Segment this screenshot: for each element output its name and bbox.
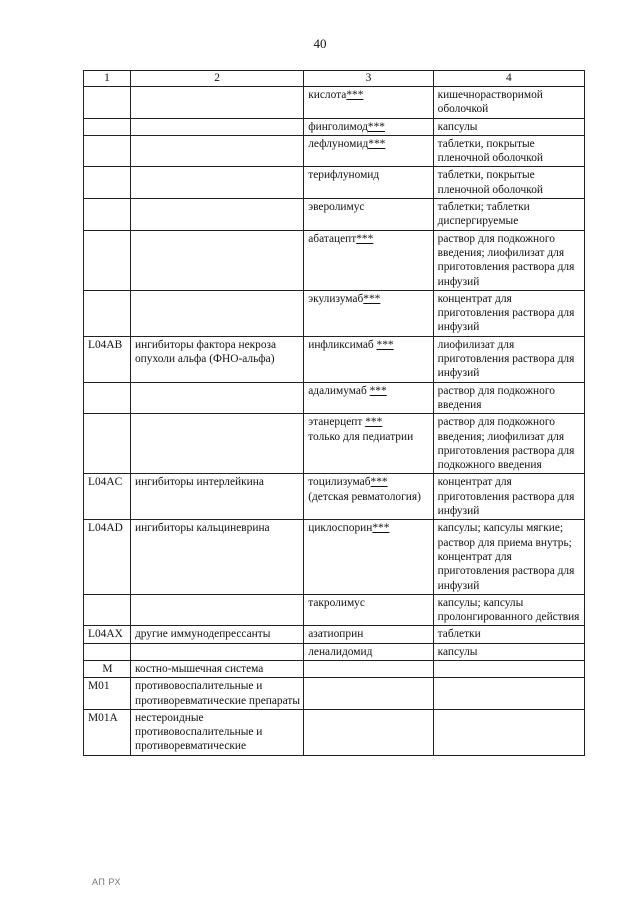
cell-group: ингибиторы фактора некроза опухоли альфа (ФНО-альфа) (130, 336, 303, 382)
drug-mark: *** (369, 384, 387, 397)
cell-atc-code (84, 230, 131, 290)
cell-drug (304, 626, 433, 643)
cell-group (130, 118, 303, 135)
drug-table (83, 70, 585, 756)
cell-drug (304, 199, 433, 231)
table-row (84, 199, 585, 231)
cell-atc-code: L04AX (84, 626, 131, 643)
cell-atc-code: M01 (84, 678, 131, 710)
cell-dosage-form: таблетки; таблетки диспергируемые (433, 199, 584, 231)
cell-atc-code: L04AC (84, 474, 131, 520)
cell-group (130, 87, 303, 119)
drug-mark: *** (356, 232, 374, 245)
cell-group (130, 230, 303, 290)
table-row (84, 336, 585, 382)
cell-drug (304, 520, 433, 594)
cell-dosage-form: раствор для подкожного введения; лиофилизат для приготовления раствора для инфузий (433, 230, 584, 290)
cell-group (130, 382, 303, 414)
table-row (84, 474, 585, 520)
cell-dosage-form: концентрат для приготовления раствора для инфузий (433, 290, 584, 336)
drug-name: абатацепт (308, 232, 357, 245)
drug-note: только для педиатрии (308, 430, 414, 443)
cell-drug (304, 660, 433, 677)
cell-dosage-form: таблетки, покрытые пленочной оболочкой (433, 135, 584, 167)
cell-group: другие иммунодепрессанты (130, 626, 303, 643)
cell-dosage-form: таблетки (433, 626, 584, 643)
drug-name: такролимус (308, 596, 365, 609)
cell-dosage-form: кишечнорастворимой оболочкой (433, 87, 584, 119)
cell-drug (304, 167, 433, 199)
drug-mark: *** (365, 416, 383, 429)
table-row (84, 660, 585, 677)
cell-group: противовоспалительные и противоревматические препараты (130, 678, 303, 710)
cell-drug (304, 382, 433, 414)
drug-name: инфликсимаб (308, 338, 377, 351)
cell-dosage-form: капсулы (433, 643, 584, 660)
drug-name: тоцилизумаб (308, 476, 371, 489)
cell-dosage-form (433, 660, 584, 677)
drug-mark: *** (376, 338, 394, 351)
cell-group: ингибиторы интерлейкина (130, 474, 303, 520)
cell-atc-code (84, 290, 131, 336)
cell-atc-code (84, 167, 131, 199)
cell-group (130, 135, 303, 167)
cell-drug (304, 87, 433, 119)
table-row (84, 709, 585, 755)
cell-drug (304, 643, 433, 660)
drug-mark: *** (346, 89, 364, 101)
drug-name: циклоспорин (308, 522, 373, 535)
table-row (84, 594, 585, 626)
drug-name: адалимумаб (308, 384, 370, 397)
cell-dosage-form: капсулы; капсулы пролонгированного действия (433, 594, 584, 626)
table-row (84, 520, 585, 594)
table-row (84, 290, 585, 336)
cell-group (130, 167, 303, 199)
cell-atc-code (84, 199, 131, 231)
drug-name: кислота (308, 89, 347, 101)
cell-drug (304, 414, 433, 474)
drug-mark: *** (363, 292, 381, 305)
table-row (84, 87, 585, 119)
cell-group (130, 414, 303, 474)
cell-dosage-form: концентрат для приготовления раствора для инфузий (433, 474, 584, 520)
table-row (84, 167, 585, 199)
cell-drug (304, 709, 433, 755)
drug-name: финголимод (308, 120, 368, 133)
cell-atc-code (84, 135, 131, 167)
cell-drug (304, 336, 433, 382)
cell-drug (304, 230, 433, 290)
table-row (84, 135, 585, 167)
cell-atc-code: M01A (84, 709, 131, 755)
cell-dosage-form (433, 678, 584, 710)
cell-atc-code (84, 594, 131, 626)
table-row (84, 230, 585, 290)
drug-name: терифлуномид (308, 169, 380, 182)
cell-atc-code: M (84, 660, 131, 677)
cell-atc-code (84, 414, 131, 474)
drug-mark: *** (367, 120, 385, 133)
cell-dosage-form: капсулы; капсулы мягкие; раствор для приема внутрь; концентрат для приготовления раствора для инфузий (433, 520, 584, 594)
header-col-2: 2 (130, 71, 303, 87)
drug-mark: *** (368, 137, 386, 150)
page-number: 40 (313, 36, 327, 51)
cell-group: ингибиторы кальциневрина (130, 520, 303, 594)
cell-atc-code (84, 382, 131, 414)
cell-atc-code (84, 87, 131, 119)
table-row (84, 678, 585, 710)
cell-drug (304, 594, 433, 626)
cell-drug (304, 118, 433, 135)
header-col-4: 4 (433, 71, 584, 87)
cell-dosage-form (433, 709, 584, 755)
cell-group (130, 594, 303, 626)
cell-drug (304, 474, 433, 520)
header-col-3: 3 (304, 71, 433, 87)
cell-drug (304, 290, 433, 336)
cell-atc-code (84, 118, 131, 135)
footer-mark: АП РХ (92, 877, 121, 887)
cell-atc-code (84, 643, 131, 660)
cell-dosage-form: раствор для подкожного введения; лиофилизат для приготовления раствора для подкожного введения (433, 414, 584, 474)
drug-name: эверолимус (308, 201, 365, 214)
drug-name: лефлуномид (308, 137, 369, 150)
drug-mark: *** (372, 522, 390, 535)
cell-dosage-form: раствор для подкожного введения (433, 382, 584, 414)
drug-name: леналидомид (308, 645, 373, 658)
cell-atc-code: L04AB (84, 336, 131, 382)
table-row (84, 382, 585, 414)
header-col-1: 1 (84, 71, 131, 87)
cell-group (130, 643, 303, 660)
table-header-row (84, 71, 585, 87)
drug-name: азатиоприн (308, 628, 364, 641)
drug-note: (детская ревматология) (308, 490, 421, 503)
drug-name: экулизумаб (308, 292, 364, 305)
table-row (84, 626, 585, 643)
table-row (84, 118, 585, 135)
cell-drug (304, 135, 433, 167)
drug-name: этанерцепт (308, 416, 366, 429)
drug-mark: *** (370, 476, 388, 489)
cell-group (130, 290, 303, 336)
table-body (84, 87, 585, 756)
cell-group (130, 199, 303, 231)
cell-group: костно-мышечная система (130, 660, 303, 677)
table-row (84, 643, 585, 660)
cell-dosage-form: капсулы (433, 118, 584, 135)
table-row (84, 414, 585, 474)
cell-group: нестероидные противовоспалительные и противоревматические (130, 709, 303, 755)
cell-dosage-form: лиофилизат для приготовления раствора для инфузий (433, 336, 584, 382)
cell-dosage-form: таблетки, покрытые пленочной оболочкой (433, 167, 584, 199)
cell-atc-code: L04AD (84, 520, 131, 594)
cell-drug (304, 678, 433, 710)
